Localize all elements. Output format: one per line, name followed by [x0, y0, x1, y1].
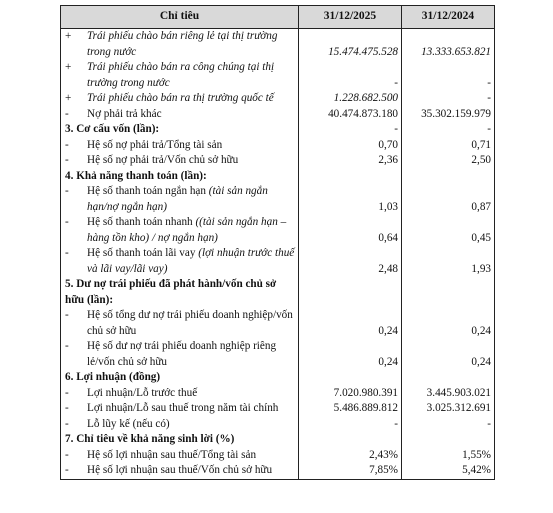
table-row — [61, 386, 495, 402]
section-title: 3. Cơ cấu vốn (lần): — [61, 122, 299, 138]
value-2024: 5,42% — [402, 463, 495, 479]
table-row — [61, 29, 495, 61]
indicator-cell — [61, 60, 299, 91]
value-2024: - — [402, 60, 495, 91]
section-row — [61, 169, 495, 185]
value-2024: 3.445.903.021 — [402, 386, 495, 402]
indicator-cell — [61, 107, 299, 123]
value-2025 — [299, 277, 402, 308]
section-title: 7. Chỉ tiêu về khả năng sinh lời (%) — [61, 432, 299, 448]
value-2025: 40.474.873.180 — [299, 107, 402, 123]
row-bullet: - — [65, 340, 69, 352]
value-2024: - — [402, 417, 495, 433]
table-body — [61, 29, 495, 480]
indicator-label: Lỗ lũy kế (nếu có) — [87, 417, 170, 430]
table-row — [61, 448, 495, 464]
row-bullet: - — [65, 154, 69, 166]
indicator-label: Hệ số dư nợ trái phiếu doanh nghiệp riêng lẻ/vốn chủ sở hữu — [87, 340, 277, 368]
indicator-label: Hệ số tổng dư nợ trái phiếu doanh nghiệp/vốn chủ sở hữu — [87, 309, 293, 337]
indicator-label: Trái phiếu chào bán ra thị trường quốc tế — [87, 92, 274, 104]
section-row — [61, 432, 495, 448]
value-2024 — [402, 169, 495, 185]
indicator-cell — [61, 215, 299, 246]
value-2025: 2,43% — [299, 448, 402, 464]
value-2024: 0,45 — [402, 215, 495, 246]
table-header-row — [61, 6, 495, 29]
indicator-cell — [61, 246, 299, 277]
value-2024: 0,71 — [402, 138, 495, 154]
row-bullet: - — [65, 464, 69, 476]
indicator-cell — [61, 401, 299, 417]
value-2025: - — [299, 122, 402, 138]
table-row — [61, 215, 495, 246]
indicator-cell — [61, 29, 299, 61]
table-row — [61, 153, 495, 169]
value-2024: 13.333.653.821 — [402, 29, 495, 61]
row-bullet: - — [65, 216, 69, 228]
indicator-note: (tài sản ngắn hạn/nợ ngắn hạn) — [87, 185, 268, 213]
financial-indicators-table-container — [60, 5, 494, 480]
value-2024: 2,50 — [402, 153, 495, 169]
row-bullet: - — [65, 107, 69, 120]
indicator-label: Hệ số lợi nhuận sau thuế/Vốn chủ sở hữu — [87, 464, 273, 476]
value-2024: 0,87 — [402, 184, 495, 215]
indicator-note: (lợi nhuận trước thuế và lãi vay/lãi vay) — [87, 247, 295, 275]
section-title: 4. Khả năng thanh toán (lần): — [61, 169, 299, 185]
row-bullet: + — [65, 61, 72, 73]
table-row — [61, 463, 495, 479]
value-2024 — [402, 370, 495, 386]
row-bullet: - — [65, 309, 69, 321]
indicator-cell — [61, 91, 299, 107]
value-2024 — [402, 277, 495, 308]
indicator-label: Nợ phải trả khác — [87, 107, 162, 120]
row-bullet: - — [65, 402, 69, 414]
value-2024: 0,24 — [402, 339, 495, 370]
value-2025: 1.228.682.500 — [299, 91, 402, 107]
indicator-label: Hệ số thanh toán nhanh — [87, 216, 193, 228]
indicator-cell — [61, 184, 299, 215]
value-2025: 1,03 — [299, 184, 402, 215]
table-row — [61, 91, 495, 107]
section-row — [61, 370, 495, 386]
indicator-cell — [61, 448, 299, 464]
value-2024: 1,55% — [402, 448, 495, 464]
financial-indicators-table — [60, 5, 495, 480]
row-bullet: - — [65, 138, 69, 151]
value-2025: 2,36 — [299, 153, 402, 169]
indicator-label: Trái phiếu chào bán riêng lẻ tại thị trường trong nước — [87, 30, 278, 58]
value-2024 — [402, 432, 495, 448]
table-row — [61, 308, 495, 339]
table-row — [61, 339, 495, 370]
indicator-note: ((tài sản ngắn hạn – hàng tồn kho) / nợ ngắn hạn) — [87, 216, 287, 244]
value-2025: 0,24 — [299, 308, 402, 339]
table-row — [61, 107, 495, 123]
indicator-label: Trái phiếu chào bán ra công chúng tại thị trường trong nước — [87, 61, 275, 89]
section-row — [61, 277, 495, 308]
section-title: 6. Lợi nhuận (đồng) — [61, 370, 299, 386]
row-bullet: + — [65, 92, 72, 104]
value-2025: 0,64 — [299, 215, 402, 246]
value-2024: 1,93 — [402, 246, 495, 277]
header-2025: 31/12/2025 — [299, 6, 402, 29]
row-bullet: - — [65, 185, 69, 197]
indicator-label: Hệ số thanh toán lãi vay — [87, 247, 196, 259]
value-2024: - — [402, 91, 495, 107]
indicator-cell — [61, 153, 299, 169]
header-2024: 31/12/2024 — [402, 6, 495, 29]
value-2025: 15.474.475.528 — [299, 29, 402, 61]
value-2025 — [299, 370, 402, 386]
indicator-label: Hệ số nợ phải trả/Tổng tài sản — [87, 138, 223, 151]
indicator-cell — [61, 463, 299, 479]
value-2025: 7,85% — [299, 463, 402, 479]
row-bullet: - — [65, 417, 69, 430]
indicator-label: Lợi nhuận/Lỗ sau thuế trong năm tài chính — [87, 402, 279, 414]
value-2025: - — [299, 60, 402, 91]
header-indicator: Chỉ tiêu — [61, 6, 299, 29]
row-bullet: - — [65, 386, 69, 399]
indicator-cell — [61, 339, 299, 370]
row-bullet: - — [65, 448, 69, 461]
indicator-label: Hệ số thanh toán ngắn hạn — [87, 185, 206, 197]
indicator-label: Hệ số nợ phải trả/Vốn chủ sở hữu — [87, 154, 239, 166]
indicator-cell — [61, 417, 299, 433]
table-row — [61, 417, 495, 433]
value-2025: 0,24 — [299, 339, 402, 370]
value-2025: 5.486.889.812 — [299, 401, 402, 417]
value-2024: - — [402, 122, 495, 138]
value-2025: 7.020.980.391 — [299, 386, 402, 402]
row-bullet: - — [65, 247, 69, 259]
table-row — [61, 138, 495, 154]
indicator-cell — [61, 308, 299, 339]
indicator-label: Hệ số lợi nhuận sau thuế/Tổng tài sản — [87, 448, 257, 461]
value-2025 — [299, 169, 402, 185]
value-2024: 0,24 — [402, 308, 495, 339]
indicator-cell — [61, 386, 299, 402]
value-2024: 35.302.159.979 — [402, 107, 495, 123]
value-2025: 0,70 — [299, 138, 402, 154]
table-row — [61, 246, 495, 277]
indicator-cell — [61, 138, 299, 154]
table-row — [61, 184, 495, 215]
section-row — [61, 122, 495, 138]
value-2025: - — [299, 417, 402, 433]
value-2024: 3.025.312.691 — [402, 401, 495, 417]
table-row — [61, 401, 495, 417]
row-bullet: + — [65, 30, 72, 42]
table-row — [61, 60, 495, 91]
section-title: 5. Dư nợ trái phiếu đã phát hành/vốn chủ sở hữu (lần): — [61, 277, 299, 308]
value-2025: 2,48 — [299, 246, 402, 277]
value-2025 — [299, 432, 402, 448]
indicator-label: Lợi nhuận/Lỗ trước thuế — [87, 386, 198, 399]
